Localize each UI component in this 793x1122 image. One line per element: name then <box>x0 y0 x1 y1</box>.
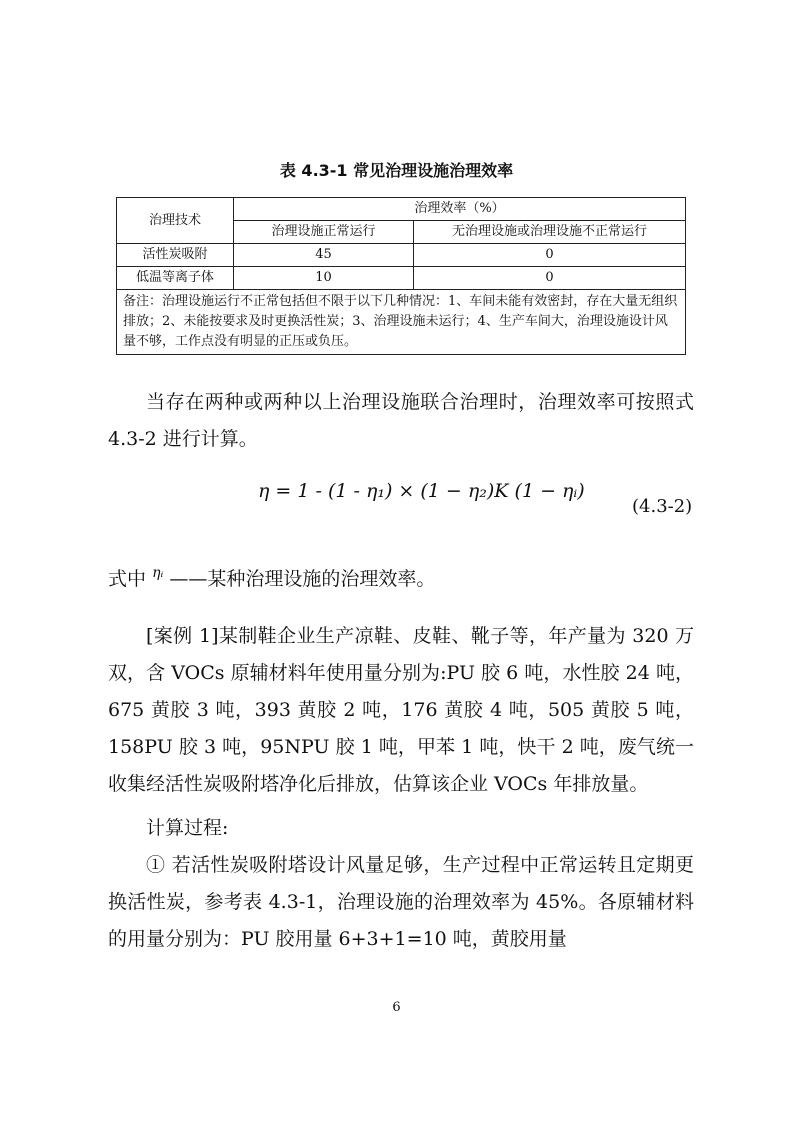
where-text: ——某种治理设施的治理效率。 <box>169 568 436 590</box>
efficiency-table <box>116 197 686 355</box>
header-tech: 治理技术 <box>117 198 234 244</box>
header-normal: 治理设施正常运行 <box>234 221 414 244</box>
paragraph-intro: 当存在两种或两种以上治理设施联合治理时，治理效率可按照式 4.3-2 进行计算。 <box>108 391 694 450</box>
formula-explanation <box>108 561 694 600</box>
cell-tech: 活性炭吸附 <box>117 244 234 267</box>
table-row <box>117 267 686 290</box>
page-number: 6 <box>392 1000 401 1015</box>
where-symbol: ηᵢ <box>152 565 164 581</box>
header-abnormal: 无治理设施或治理设施不正常运行 <box>414 221 686 244</box>
cell-tech: 低温等离子体 <box>117 267 234 290</box>
table-note: 备注：治理设施运行不正常包括但不限于以下几种情况：1、车间未能有效密封，存在大量无组织排放；2、未能按要求及时更换活性炭；3、治理设施未运行；4、生产车间大，治理设施设计风量不够，工作点没有明显的正压或负压。 <box>117 290 686 355</box>
cell-abnormal: 0 <box>414 267 686 290</box>
cell-normal: 45 <box>234 244 414 267</box>
table-title: 表 4.3-1 常见治理设施治理效率 <box>279 161 514 180</box>
table-header-row <box>117 198 686 221</box>
table-note-row <box>117 290 686 355</box>
paragraph-case: [案例 1]某制鞋企业生产凉鞋、皮鞋、靴子等，年产量为 320 万双，含 VOCs 原辅材料年使用量分别为:PU 胶 6 吨，水性胶 24 吨，675 黄胶 3 吨，393 黄胶 2 吨，176 黄胶 4 吨，505 黄胶 5 吨，158PU 胶 3 吨，95NPU 胶 1 吨，甲苯 1 吨，快干 2 吨，废气统一收集经活性炭吸附塔净化后排放，估算该企业 VOCs 年排放量。 <box>108 625 694 795</box>
cell-normal: 10 <box>234 267 414 290</box>
formula-number: (4.3-2) <box>632 496 693 517</box>
table-row <box>117 244 686 267</box>
calc-title: 计算过程: <box>146 817 229 839</box>
header-efficiency: 治理效率（%） <box>234 198 686 221</box>
where-prefix: 式中 <box>108 568 147 590</box>
formula: η = 1 - (1 - η₁) × (1 − η₂)K (1 − ηᵢ) <box>258 480 585 502</box>
paragraph-step1: ① 若活性炭吸附塔设计风量足够，生产过程中正常运转且定期更换活性炭，参考表 4.3-1，治理设施的治理效率为 45%。各原辅材料的用量分别为：PU 胶用量 6+3+1=10 吨，黄胶用量 <box>108 854 694 950</box>
cell-abnormal: 0 <box>414 244 686 267</box>
